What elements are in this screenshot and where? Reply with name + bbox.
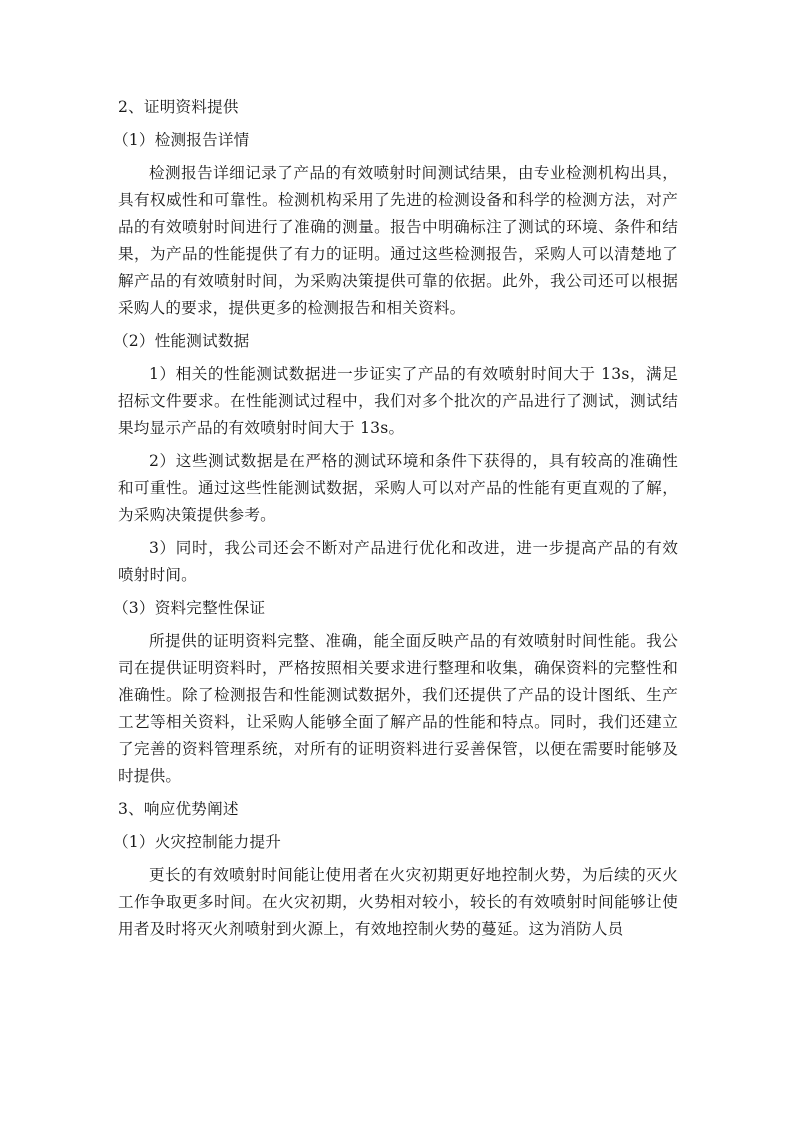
paragraph-performance-2: 2）这些测试数据是在严格的测试环境和条件下获得的，具有较高的准确性和可重性。通过这些性能测试数据，采购人可以对产品的性能有更直观的了解，为采购决策提供参考。 — [118, 452, 678, 524]
paragraph-completeness: 所提供的证明资料完整、准确，能全面反映产品的有效喷射时间性能。我公司在提供证明资料时，严格按照相关要求进行整理和收集，确保资料的完整性和准确性。除了检测报告和性能测试数据外，我们还提供了产品的设计图纸、生产工艺等相关资料，让采购人能够全面了解产品的性能和特点。同时，我们还建立了完善的资料管理系统，对所有的证明资料进行妥善保管，以便在需要时能够及时提供。 — [118, 632, 678, 785]
subsection-heading-completeness: （3）资料完整性保证 — [113, 599, 266, 617]
paragraph-fire-control: 更长的有效喷射时间能让使用者在火灾初期更好地控制火势，为后续的灭火工作争取更多时间。在火灾初期，火势相对较小，较长的有效喷射时间能够让使用者及时将灭火剂喷射到火源上，有效地控制火势的蔓延。这为消防人员 — [118, 866, 678, 938]
subsection-heading-fire-control: （1）火灾控制能力提升 — [113, 833, 282, 851]
subsection-heading-performance-data: （2）性能测试数据 — [113, 332, 250, 350]
section-heading-proof-materials: 2、证明资料提供 — [118, 98, 239, 116]
section-heading-response-advantages: 3、响应优势阐述 — [118, 800, 239, 818]
paragraph-test-report: 检测报告详细记录了产品的有效喷射时间测试结果，由专业检测机构出具，具有权威性和可靠性。检测机构采用了先进的检测设备和科学的检测方法，对产品的有效喷射时间进行了准确的测量。报告中明确标注了测试的环境、条件和结果，为产品的性能提供了有力的证明。通过这些检测报告，采购人可以清楚地了解产品的有效喷射时间，为采购决策提供可靠的依据。此外，我公司还可以根据采购人的要求，提供更多的检测报告和相关资料。 — [118, 164, 678, 317]
paragraph-performance-3: 3）同时，我公司还会不断对产品进行优化和改进，进一步提高产品的有效喷射时间。 — [118, 539, 678, 584]
document-body — [113, 94, 678, 949]
subsection-heading-test-report: （1）检测报告详情 — [113, 131, 250, 149]
paragraph-performance-1: 1）相关的性能测试数据进一步证实了产品的有效喷射时间大于 13s，满足招标文件要求。在性能测试过程中，我们对多个批次的产品进行了测试，测试结果均显示产品的有效喷射时间大于 13s。 — [118, 365, 678, 437]
